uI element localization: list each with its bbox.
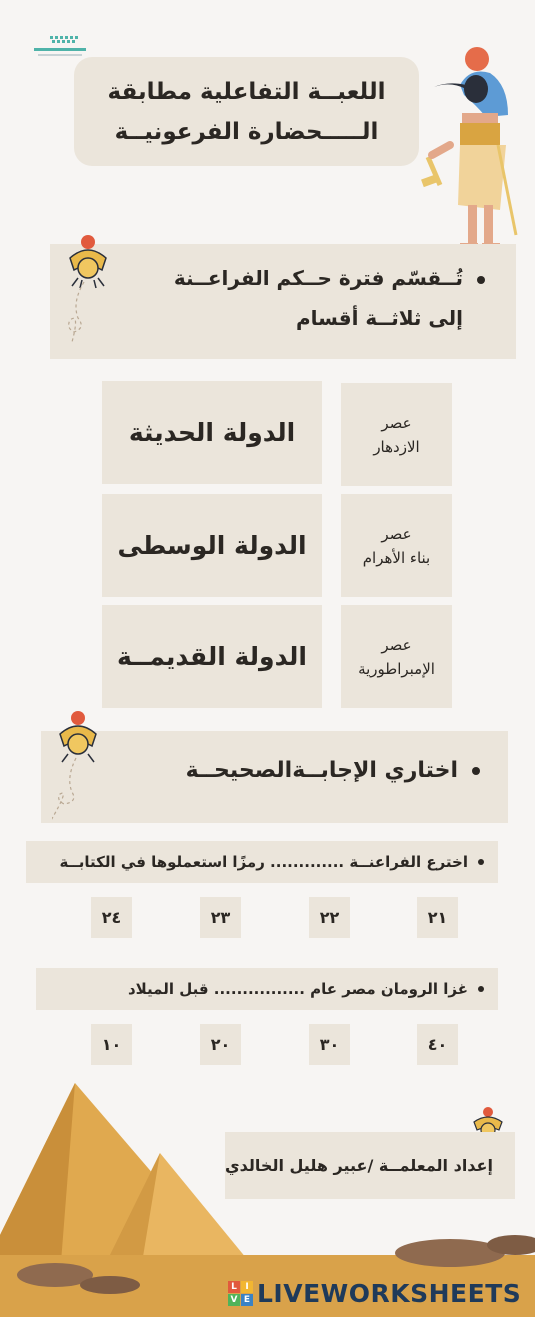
brand-letter-l: L [228, 1281, 240, 1293]
q2-option-2[interactable]: ٣٠ [309, 1024, 350, 1065]
era-2-line-1: عصر [381, 524, 412, 543]
title-card [74, 57, 419, 166]
intro-text [85, 258, 485, 338]
state-card-2[interactable]: الدولة الوسطى [102, 494, 322, 597]
question-1-text: اخترع الفراعنــة ............. رمزًا استعملوها في الكتابــة [59, 853, 468, 871]
q1-option-1[interactable]: ٢١ [417, 897, 458, 938]
era-2-line-2: بناء الأهرام [362, 548, 431, 567]
brand-letter-e: E [241, 1294, 253, 1306]
brand-name: LIVEWORKSHEETS [257, 1278, 522, 1308]
era-3-line-2: الإمبراطورية [358, 659, 435, 678]
teacher-credit: إعداد المعلمــة /عبير هليل الخالدي [225, 1132, 515, 1199]
title-line-2: الـــــحضارة الفرعونيــة [114, 118, 379, 145]
intro-line-1: تُــقسّم فترة حــكم الفراعــنة [173, 266, 463, 290]
title-line-1: اللعبــة التفاعلية مطابقة [107, 78, 386, 105]
thoth-figure-icon [420, 45, 530, 260]
brand-letter-v: V [228, 1294, 240, 1306]
state-card-1[interactable]: الدولة الحديثة [102, 381, 322, 484]
era-card-2[interactable] [341, 494, 452, 597]
era-card-1[interactable] [341, 383, 452, 486]
q2-option-3[interactable]: ٢٠ [200, 1024, 241, 1065]
q2-option-1[interactable]: ٤٠ [417, 1024, 458, 1065]
era-3-line-1: عصر [381, 635, 412, 654]
era-card-3[interactable] [341, 605, 452, 708]
question-1 [26, 841, 498, 883]
bullet-icon [477, 276, 485, 284]
bullet-icon [472, 767, 480, 775]
q1-option-4[interactable]: ٢٤ [91, 897, 132, 938]
q1-option-3[interactable]: ٢٣ [200, 897, 241, 938]
brand-letter-i: I [241, 1281, 253, 1293]
ministry-logo-icon [30, 30, 90, 64]
quiz-title-text: اختاري الإجابــةالصحيحــة [185, 758, 458, 783]
intro-line-2: إلى ثلاثــة أقسام [295, 306, 463, 330]
bullet-icon [478, 986, 484, 992]
q2-option-4[interactable]: ١٠ [91, 1024, 132, 1065]
question-2-text: غزا الرومان مصر عام ................ قبل الميلاد [127, 980, 468, 998]
liveworksheets-logo [228, 1278, 523, 1308]
state-card-3[interactable]: الدولة القديمــة [102, 605, 322, 708]
quiz-title [80, 758, 480, 783]
bullet-icon [478, 859, 484, 865]
era-1-line-1: عصر [381, 413, 412, 432]
q1-option-2[interactable]: ٢٢ [309, 897, 350, 938]
question-2 [36, 968, 498, 1010]
brand-badge-icon [228, 1281, 253, 1306]
era-1-line-2: الازدهار [373, 437, 420, 456]
